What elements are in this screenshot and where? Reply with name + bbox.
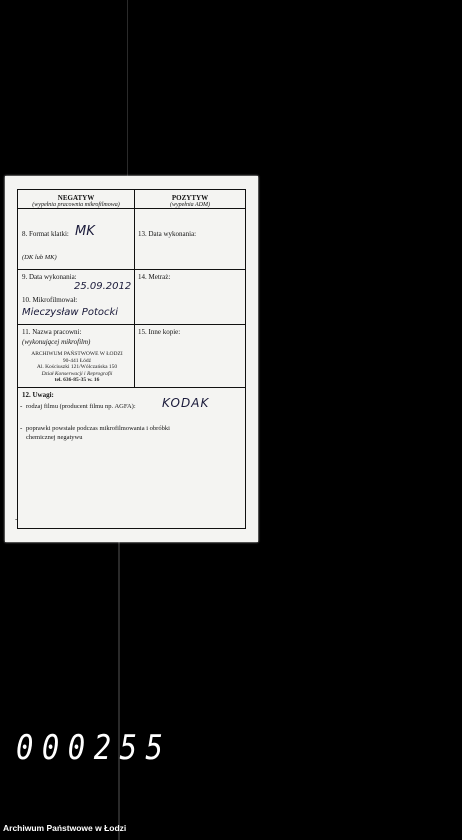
pozytyw-subtitle: (wypełnia ADM) [169,202,211,208]
field-8-value: MK [75,224,95,239]
stamp-line: tel. 636-85-35 w. 16 [54,377,100,383]
microfilm-record-card [5,176,258,542]
frame-counter: 000255 [16,728,172,768]
stamp-line: Dział Konserwacji i Reprografii [41,370,113,377]
field-9-label: 9. Data wykonania: [22,273,77,281]
stamp-line: 90-441 Łódź [62,357,92,364]
pozytyw-title: POZYTYW [171,194,209,202]
archive-footer: Archiwum Państwowe w Łodzi [3,823,127,833]
field-15-label: 15. Inne kopie: [138,328,181,336]
field-10-value: Mieczysław Potocki [22,307,119,318]
field-11-label: 11. Nazwa pracowni: [22,328,82,336]
field-8-label: 8. Format klatki: [22,230,69,238]
film-type-value: KODAK [162,396,210,410]
bullet: - [20,402,23,410]
film-type-label: rodzaj filmu (producent filmu np. AGFA): [26,403,136,410]
corrections-line-2: chemicznej negatywu [26,434,83,441]
record-table [17,189,246,529]
field-11-sublabel: (wykonującej mikrofilm) [22,338,91,346]
negatyw-title: NEGATYW [57,194,95,202]
corrections-line-1: poprawki powstałe podczas mikrofilmowania i obróbki [26,425,170,432]
bullet: - [20,424,23,432]
field-10-label: 10. Mikrofilmował: [22,296,78,304]
stamp-line: ARCHIWUM PAŃSTWOWE W ŁODZI [31,351,123,357]
film-scratch [118,542,120,840]
bullet: - [15,515,18,523]
film-scratch [127,0,128,176]
field-9-value: 25.09.2012 [74,281,132,292]
stamp-line: Al. Kościuszki 121/Wólczańska 150 [36,364,118,370]
negatyw-subtitle: (wypełnia pracownia mikrofilmowa) [32,202,120,208]
field-13-label: 13. Data wykonania: [138,230,197,238]
field-8-hint: (DK lub MK) [22,254,57,261]
archive-stamp [22,351,132,384]
field-12-label: 12. Uwagi: [22,391,54,399]
field-14-label: 14. Metraż: [138,273,171,281]
